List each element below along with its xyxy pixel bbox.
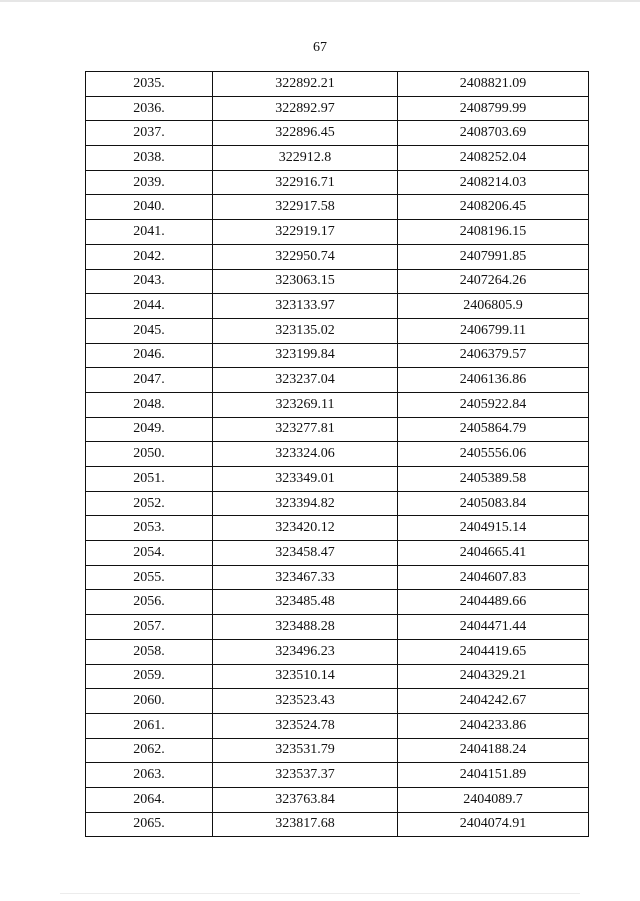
y-coordinate-cell: 2407264.26 bbox=[398, 269, 589, 294]
y-coordinate-cell: 2408252.04 bbox=[398, 146, 589, 171]
x-coordinate-cell: 323467.33 bbox=[213, 565, 398, 590]
table-row bbox=[86, 590, 589, 615]
point-number-cell: 2041. bbox=[86, 220, 213, 245]
y-coordinate-cell: 2408703.69 bbox=[398, 121, 589, 146]
table-row bbox=[86, 467, 589, 492]
point-number-cell: 2061. bbox=[86, 713, 213, 738]
table-row bbox=[86, 121, 589, 146]
table-row bbox=[86, 541, 589, 566]
point-number-cell: 2062. bbox=[86, 738, 213, 763]
y-coordinate-cell: 2408196.15 bbox=[398, 220, 589, 245]
point-number-cell: 2047. bbox=[86, 368, 213, 393]
x-coordinate-cell: 323269.11 bbox=[213, 392, 398, 417]
x-coordinate-cell: 323458.47 bbox=[213, 541, 398, 566]
table-row bbox=[86, 269, 589, 294]
point-number-cell: 2039. bbox=[86, 170, 213, 195]
x-coordinate-cell: 323324.06 bbox=[213, 442, 398, 467]
table-row bbox=[86, 812, 589, 837]
y-coordinate-cell: 2404419.65 bbox=[398, 639, 589, 664]
y-coordinate-cell: 2405389.58 bbox=[398, 467, 589, 492]
y-coordinate-cell: 2407991.85 bbox=[398, 244, 589, 269]
x-coordinate-cell: 323763.84 bbox=[213, 787, 398, 812]
point-number-cell: 2060. bbox=[86, 689, 213, 714]
table-row bbox=[86, 491, 589, 516]
x-coordinate-cell: 322896.45 bbox=[213, 121, 398, 146]
table-row bbox=[86, 713, 589, 738]
table-row bbox=[86, 343, 589, 368]
scan-edge-bottom bbox=[60, 893, 580, 894]
y-coordinate-cell: 2405922.84 bbox=[398, 392, 589, 417]
point-number-cell: 2040. bbox=[86, 195, 213, 220]
x-coordinate-cell: 322950.74 bbox=[213, 244, 398, 269]
scan-edge-top bbox=[0, 0, 640, 2]
table-row bbox=[86, 787, 589, 812]
y-coordinate-cell: 2404233.86 bbox=[398, 713, 589, 738]
x-coordinate-cell: 323531.79 bbox=[213, 738, 398, 763]
x-coordinate-cell: 322916.71 bbox=[213, 170, 398, 195]
x-coordinate-cell: 322917.58 bbox=[213, 195, 398, 220]
x-coordinate-cell: 323510.14 bbox=[213, 664, 398, 689]
page-number: 67 bbox=[313, 40, 327, 55]
point-number-cell: 2057. bbox=[86, 615, 213, 640]
point-number-cell: 2043. bbox=[86, 269, 213, 294]
y-coordinate-cell: 2404665.41 bbox=[398, 541, 589, 566]
point-number-cell: 2052. bbox=[86, 491, 213, 516]
y-coordinate-cell: 2405864.79 bbox=[398, 417, 589, 442]
x-coordinate-cell: 323817.68 bbox=[213, 812, 398, 837]
table-row bbox=[86, 442, 589, 467]
point-number-cell: 2064. bbox=[86, 787, 213, 812]
point-number-cell: 2042. bbox=[86, 244, 213, 269]
x-coordinate-cell: 322892.21 bbox=[213, 72, 398, 97]
x-coordinate-cell: 322919.17 bbox=[213, 220, 398, 245]
table-row bbox=[86, 738, 589, 763]
x-coordinate-cell: 323485.48 bbox=[213, 590, 398, 615]
y-coordinate-cell: 2408821.09 bbox=[398, 72, 589, 97]
y-coordinate-cell: 2406799.11 bbox=[398, 318, 589, 343]
y-coordinate-cell: 2404089.7 bbox=[398, 787, 589, 812]
x-coordinate-cell: 323537.37 bbox=[213, 763, 398, 788]
x-coordinate-cell: 323524.78 bbox=[213, 713, 398, 738]
point-number-cell: 2036. bbox=[86, 96, 213, 121]
x-coordinate-cell: 323349.01 bbox=[213, 467, 398, 492]
table-row bbox=[86, 220, 589, 245]
table-row bbox=[86, 244, 589, 269]
x-coordinate-cell: 323133.97 bbox=[213, 294, 398, 319]
x-coordinate-cell: 323199.84 bbox=[213, 343, 398, 368]
table-row bbox=[86, 294, 589, 319]
point-number-cell: 2049. bbox=[86, 417, 213, 442]
y-coordinate-cell: 2406805.9 bbox=[398, 294, 589, 319]
y-coordinate-cell: 2406379.57 bbox=[398, 343, 589, 368]
point-number-cell: 2045. bbox=[86, 318, 213, 343]
table-row bbox=[86, 195, 589, 220]
y-coordinate-cell: 2404188.24 bbox=[398, 738, 589, 763]
y-coordinate-cell: 2404151.89 bbox=[398, 763, 589, 788]
y-coordinate-cell: 2408214.03 bbox=[398, 170, 589, 195]
x-coordinate-cell: 323488.28 bbox=[213, 615, 398, 640]
y-coordinate-cell: 2408206.45 bbox=[398, 195, 589, 220]
point-number-cell: 2058. bbox=[86, 639, 213, 664]
y-coordinate-cell: 2404489.66 bbox=[398, 590, 589, 615]
point-number-cell: 2054. bbox=[86, 541, 213, 566]
table-row bbox=[86, 639, 589, 664]
coordinates-table-body bbox=[86, 72, 589, 837]
table-row bbox=[86, 689, 589, 714]
table-row bbox=[86, 368, 589, 393]
table-row bbox=[86, 615, 589, 640]
x-coordinate-cell: 323063.15 bbox=[213, 269, 398, 294]
x-coordinate-cell: 322892.97 bbox=[213, 96, 398, 121]
table-row bbox=[86, 318, 589, 343]
point-number-cell: 2055. bbox=[86, 565, 213, 590]
y-coordinate-cell: 2404607.83 bbox=[398, 565, 589, 590]
point-number-cell: 2063. bbox=[86, 763, 213, 788]
y-coordinate-cell: 2404329.21 bbox=[398, 664, 589, 689]
y-coordinate-cell: 2404074.91 bbox=[398, 812, 589, 837]
table-row bbox=[86, 146, 589, 171]
y-coordinate-cell: 2404915.14 bbox=[398, 516, 589, 541]
x-coordinate-cell: 323420.12 bbox=[213, 516, 398, 541]
point-number-cell: 2046. bbox=[86, 343, 213, 368]
x-coordinate-cell: 323523.43 bbox=[213, 689, 398, 714]
point-number-cell: 2065. bbox=[86, 812, 213, 837]
point-number-cell: 2048. bbox=[86, 392, 213, 417]
point-number-cell: 2051. bbox=[86, 467, 213, 492]
point-number-cell: 2044. bbox=[86, 294, 213, 319]
table-row bbox=[86, 96, 589, 121]
table-row bbox=[86, 392, 589, 417]
y-coordinate-cell: 2404242.67 bbox=[398, 689, 589, 714]
coordinates-table bbox=[85, 71, 589, 837]
y-coordinate-cell: 2404471.44 bbox=[398, 615, 589, 640]
point-number-cell: 2037. bbox=[86, 121, 213, 146]
x-coordinate-cell: 323135.02 bbox=[213, 318, 398, 343]
y-coordinate-cell: 2405083.84 bbox=[398, 491, 589, 516]
point-number-cell: 2053. bbox=[86, 516, 213, 541]
x-coordinate-cell: 323496.23 bbox=[213, 639, 398, 664]
x-coordinate-cell: 323394.82 bbox=[213, 491, 398, 516]
table-row bbox=[86, 664, 589, 689]
table-row bbox=[86, 72, 589, 97]
x-coordinate-cell: 323277.81 bbox=[213, 417, 398, 442]
table-row bbox=[86, 170, 589, 195]
point-number-cell: 2056. bbox=[86, 590, 213, 615]
table-row bbox=[86, 417, 589, 442]
table-row bbox=[86, 763, 589, 788]
y-coordinate-cell: 2406136.86 bbox=[398, 368, 589, 393]
table-row bbox=[86, 516, 589, 541]
point-number-cell: 2059. bbox=[86, 664, 213, 689]
point-number-cell: 2035. bbox=[86, 72, 213, 97]
y-coordinate-cell: 2405556.06 bbox=[398, 442, 589, 467]
point-number-cell: 2050. bbox=[86, 442, 213, 467]
table-row bbox=[86, 565, 589, 590]
x-coordinate-cell: 323237.04 bbox=[213, 368, 398, 393]
point-number-cell: 2038. bbox=[86, 146, 213, 171]
y-coordinate-cell: 2408799.99 bbox=[398, 96, 589, 121]
x-coordinate-cell: 322912.8 bbox=[213, 146, 398, 171]
